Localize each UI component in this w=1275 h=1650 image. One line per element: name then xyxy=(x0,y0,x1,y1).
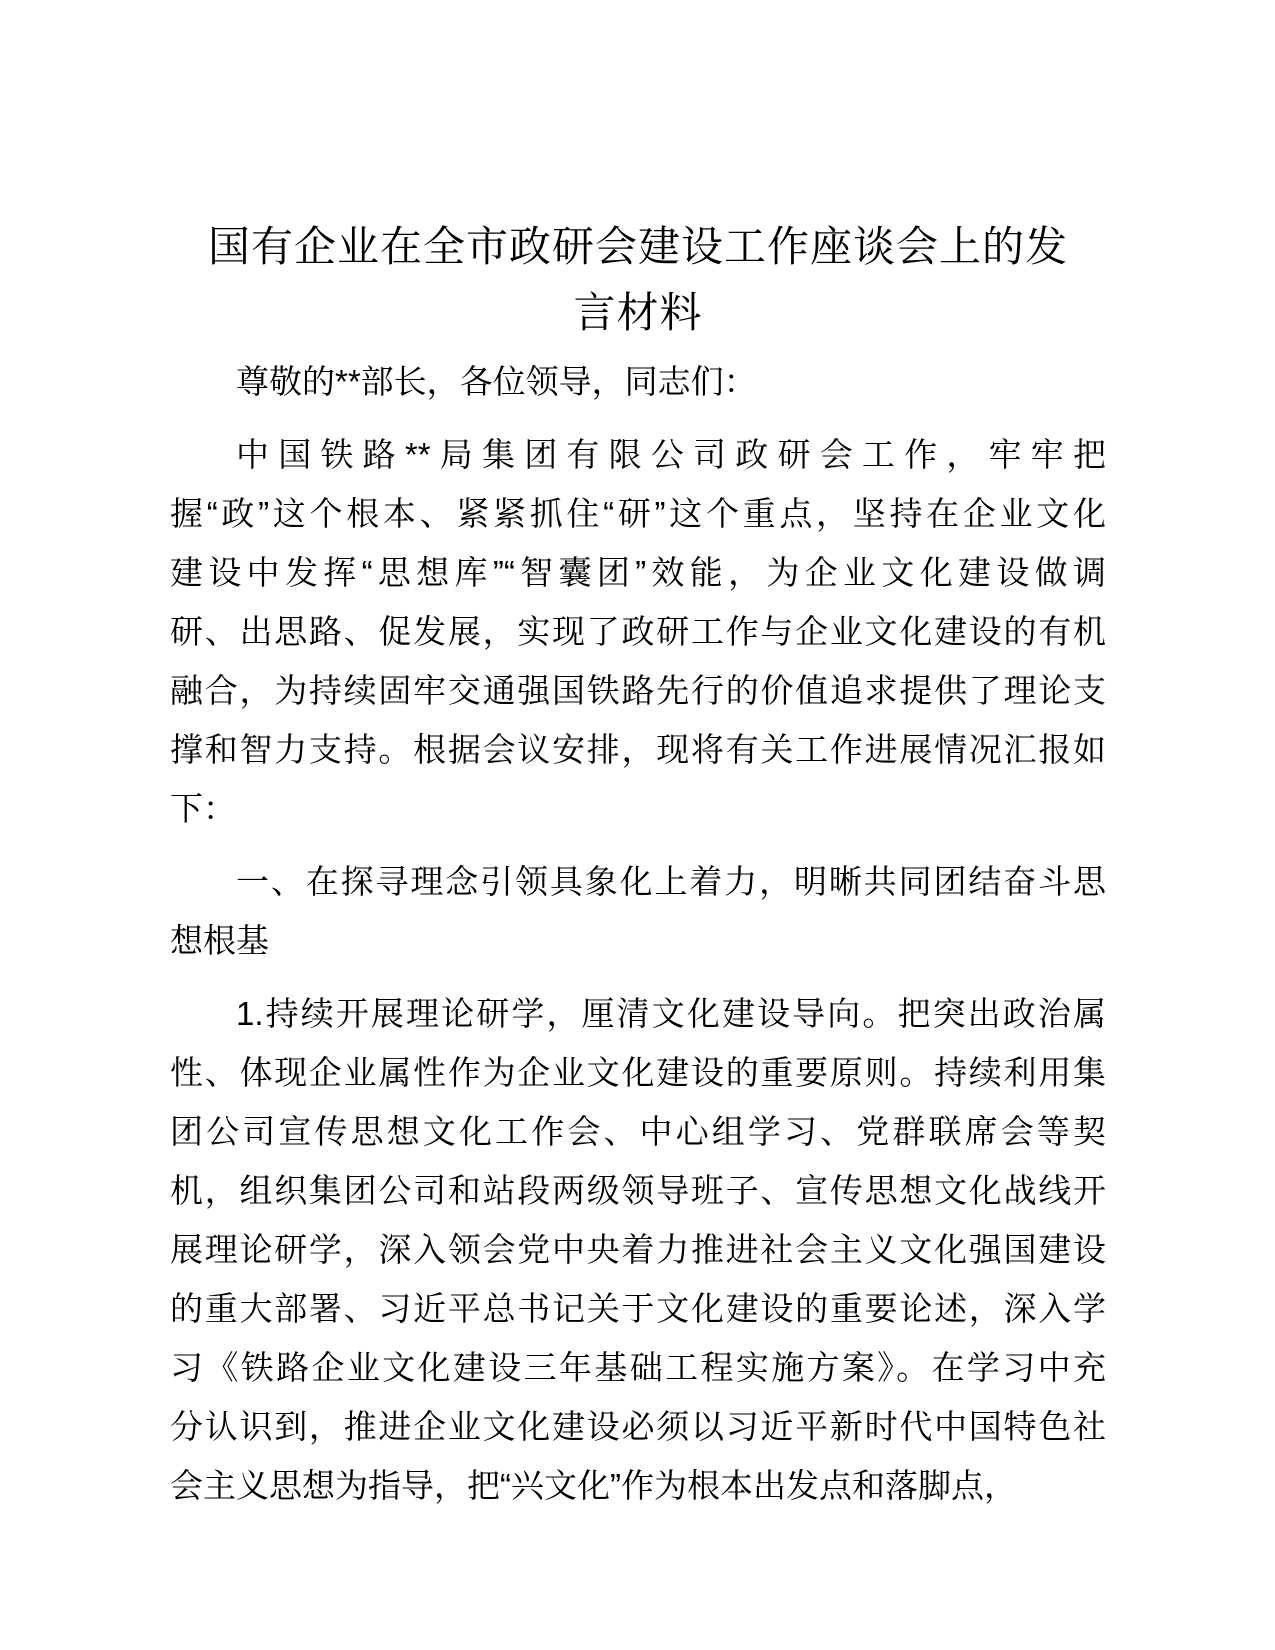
title-line-1: 国有企业在全市政研会建设工作座谈会上的发 xyxy=(207,223,1068,270)
paragraph-line: 中国铁路**局集团有限公司政研会工作，牢牢把 xyxy=(236,436,1106,473)
paragraph-line: 性、体现企业属性作为企业文化建设的重要原则。持续利用集 xyxy=(170,1054,1106,1091)
paragraph-line: 会主义思想为指导，把“兴文化”作为根本出发点和落脚点， xyxy=(170,1467,1017,1504)
paragraph-line: 机，组织集团公司和站段两级领导班子、宣传思想文化战线开 xyxy=(170,1172,1106,1209)
heading-line: 想根基 xyxy=(170,922,269,959)
section-heading-1 xyxy=(170,852,1106,970)
salutation-paragraph xyxy=(170,352,1106,411)
salutation-line: 尊敬的**部长，各位领导，同志们： xyxy=(236,363,757,400)
intro-paragraph xyxy=(170,425,1106,838)
paragraph-line: 展理论研学，深入领会党中央着力推进社会主义文化强国建设 xyxy=(170,1231,1106,1268)
paragraph-line: 下： xyxy=(170,790,236,827)
point-1-paragraph xyxy=(170,984,1106,1515)
paragraph-line: 团公司宣传思想文化工作会、中心组学习、党群联席会等契 xyxy=(170,1113,1106,1150)
paragraph-line: 建设中发挥“思想库”“智囊团”效能，为企业文化建设做调 xyxy=(170,554,1106,591)
document-content xyxy=(170,0,1106,1515)
paragraph-line: 研、出思路、促发展，实现了政研工作与企业文化建设的有机 xyxy=(170,613,1106,650)
paragraph-line: 分认识到，推进企业文化建设必须以习近平新时代中国特色社 xyxy=(170,1408,1106,1445)
paragraph-line: 的重大部署、习近平总书记关于文化建设的重要论述，深入学 xyxy=(170,1290,1106,1327)
paragraph-line: 握“政”这个根本、紧紧抓住“研”这个重点，坚持在企业文化 xyxy=(170,495,1106,532)
paragraph-line: 习《铁路企业文化建设三年基础工程实施方案》。在学习中充 xyxy=(170,1349,1106,1386)
document-title xyxy=(170,214,1106,346)
paragraph-line: 1.持续开展理论研学，厘清文化建设导向。把突出政治属 xyxy=(236,995,1106,1032)
paragraph-line: 融合，为持续固牢交通强国铁路先行的价值追求提供了理论支 xyxy=(170,672,1106,709)
title-line-2: 言材料 xyxy=(573,289,703,336)
heading-line: 一、在探寻理念引领具象化上着力，明晰共同团结奋斗思 xyxy=(236,863,1106,900)
paragraph-line: 撑和智力支持。根据会议安排，现将有关工作进展情况汇报如 xyxy=(170,731,1106,768)
